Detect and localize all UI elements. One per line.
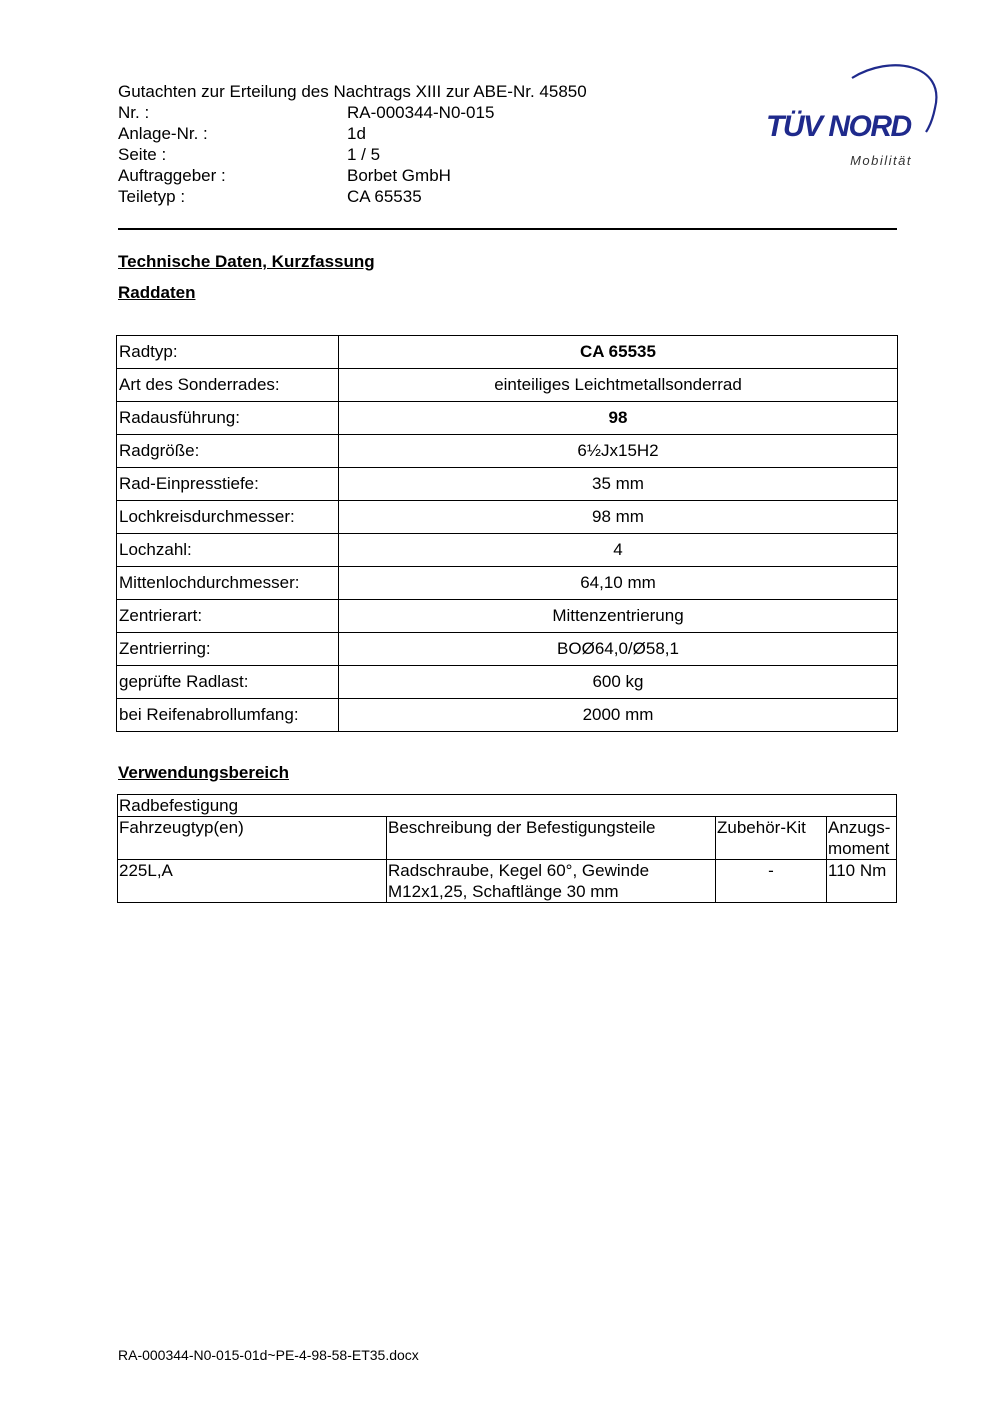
row-label: Rad-Einpresstiefe: — [117, 468, 339, 501]
row-value: einteiliges Leichtmetallsonderrad — [339, 369, 898, 402]
row-label: Lochzahl: — [117, 534, 339, 567]
row-label: Radgröße: — [117, 435, 339, 468]
row-label: Radtyp: — [117, 336, 339, 369]
row-label: geprüfte Radlast: — [117, 666, 339, 699]
row-value: BOØ64,0/Ø58,1 — [339, 633, 898, 666]
meta-value: 1 / 5 — [347, 145, 381, 164]
section-heading-technical: Technische Daten, Kurzfassung — [118, 252, 375, 271]
meta-label: Nr. : — [118, 103, 150, 122]
section-heading-usage: Verwendungsbereich — [118, 763, 289, 782]
table-caption: Radbefestigung — [118, 795, 897, 817]
tuv-nord-logo — [760, 56, 945, 176]
row-value: 64,10 mm — [339, 567, 898, 600]
table-row — [117, 600, 898, 633]
row-value: 4 — [339, 534, 898, 567]
header-torque-line1: Anzugs- — [828, 818, 891, 837]
header-vehicle-type: Fahrzeugtyp(en) — [118, 817, 387, 860]
header-divider — [118, 228, 897, 230]
row-label: Zentrierart: — [117, 600, 339, 633]
row-label: bei Reifenabrollumfang: — [117, 699, 339, 732]
row-label: Art des Sonderrades: — [117, 369, 339, 402]
table-row — [117, 435, 898, 468]
row-label: Zentrierring: — [117, 633, 339, 666]
row-value: CA 65535 — [339, 336, 898, 369]
logo-brand: TÜV NORD — [766, 110, 911, 143]
table-row — [117, 534, 898, 567]
meta-label: Anlage-Nr. : — [118, 124, 208, 143]
meta-row — [118, 186, 587, 207]
meta-row — [118, 144, 587, 165]
cell-description — [387, 860, 716, 903]
cell-accessory-kit: - — [716, 860, 827, 903]
meta-value: Borbet GmbH — [347, 166, 451, 185]
header-torque-line2: moment — [828, 839, 890, 858]
header-accessory-kit: Zubehör-Kit — [716, 817, 827, 860]
header-torque — [827, 817, 897, 860]
meta-value: 1d — [347, 124, 366, 143]
meta-label: Teiletyp : — [118, 187, 186, 206]
cell-description-line2: M12x1,25, Schaftlänge 30 mm — [388, 882, 619, 901]
cell-vehicle-type: 225L,A — [118, 860, 387, 903]
meta-value: RA-000344-N0-015 — [347, 103, 495, 122]
header-description: Beschreibung der Befestigungsteile — [387, 817, 716, 860]
cell-torque: 110 Nm — [827, 860, 897, 903]
table-row — [117, 369, 898, 402]
document-header — [118, 81, 587, 207]
wheel-mounting-table — [117, 794, 897, 903]
row-label: Radausführung: — [117, 402, 339, 435]
row-label: Mittenlochdurchmesser: — [117, 567, 339, 600]
row-value: 35 mm — [339, 468, 898, 501]
row-label: Lochkreisdurchmesser: — [117, 501, 339, 534]
footer-filename: RA-000344-N0-015-01d~PE-4-98-58-ET35.docx — [118, 1347, 419, 1363]
row-value: Mittenzentrierung — [339, 600, 898, 633]
meta-row — [118, 123, 587, 144]
table-caption-row — [118, 795, 897, 817]
row-value: 6½Jx15H2 — [339, 435, 898, 468]
meta-label: Seite : — [118, 145, 167, 164]
table-row — [117, 699, 898, 732]
table-row — [117, 336, 898, 369]
row-value: 98 — [339, 402, 898, 435]
meta-row — [118, 165, 587, 186]
table-row — [117, 567, 898, 600]
table-row — [117, 468, 898, 501]
row-value: 98 mm — [339, 501, 898, 534]
table-row — [117, 666, 898, 699]
table-row — [118, 860, 897, 903]
row-value: 600 kg — [339, 666, 898, 699]
cell-description-line1: Radschraube, Kegel 60°, Gewinde — [388, 861, 650, 880]
table-row — [117, 501, 898, 534]
logo-tagline: Mobilität — [850, 153, 912, 168]
wheel-data-table — [116, 335, 898, 732]
table-row — [117, 633, 898, 666]
meta-value: CA 65535 — [347, 187, 422, 206]
section-heading-wheel-data: Raddaten — [118, 283, 196, 302]
table-header-row — [118, 817, 897, 860]
row-value: 2000 mm — [339, 699, 898, 732]
meta-row — [118, 102, 587, 123]
table-row — [117, 402, 898, 435]
meta-label: Auftraggeber : — [118, 166, 226, 185]
document-title: Gutachten zur Erteilung des Nachtrags XIII zur ABE-Nr. 45850 — [118, 82, 587, 101]
